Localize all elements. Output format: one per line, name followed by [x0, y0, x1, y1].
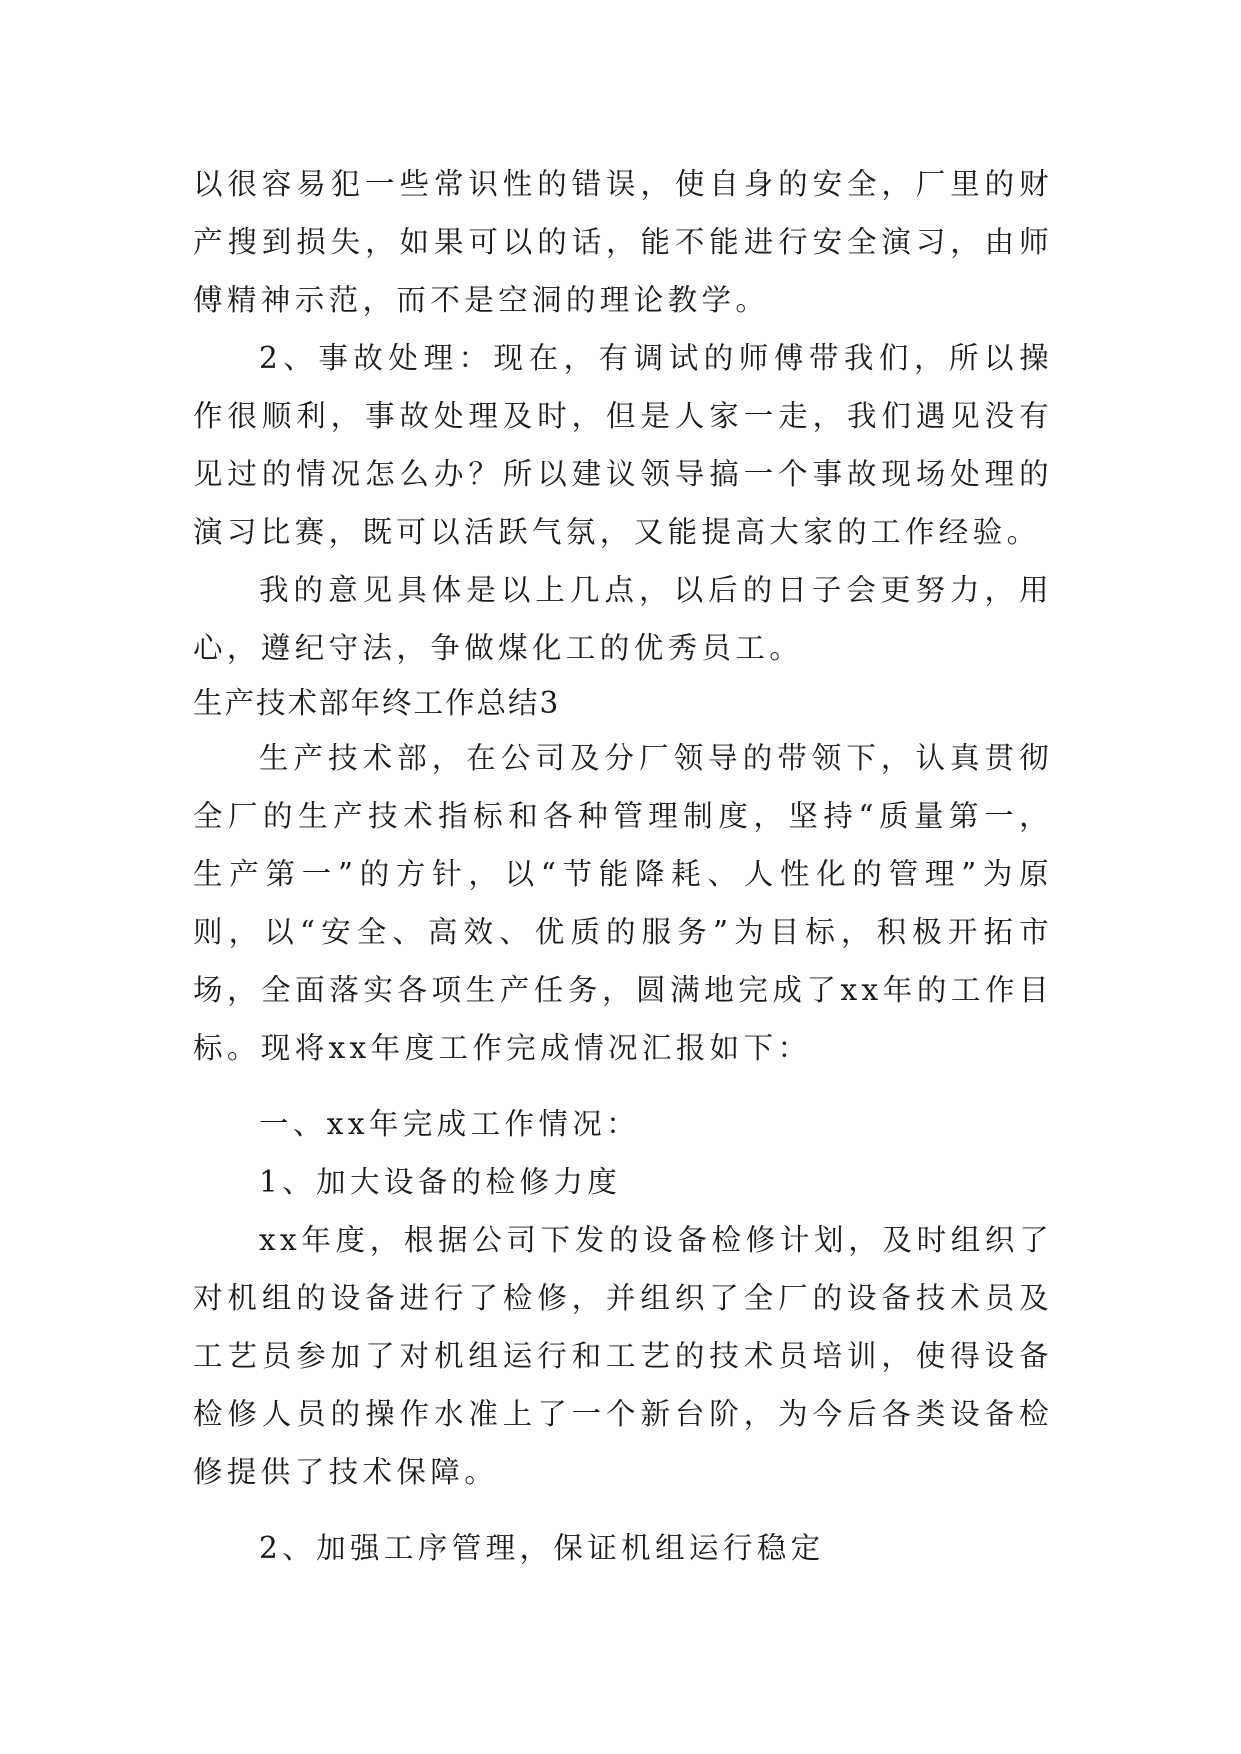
paragraph-subheading-work-status: 一、xx年完成工作情况：: [259, 1107, 641, 1141]
paragraph-continued: 以很容易犯一些常识性的错误，使自身的安全，厂里的财产搜到损失，如果可以的话，能不能进行安全演习，由师傅精神示范，而不是空洞的理论教学。: [193, 167, 1053, 317]
paragraph-item-1-title: 1、加大设备的检修力度: [259, 1165, 622, 1199]
section-title: 生产技术部年终工作总结3: [193, 686, 561, 720]
paragraph-item-1-body: xx年度，根据公司下发的设备检修计划，及时组织了对机组的设备进行了检修，并组织了全厂的设备技术员及工艺员参加了对机组运行和工艺的技术员培训，使得设备检修人员的操作水准上了一个新台阶，为今后各类设备检修提供了技术保障。: [193, 1223, 1053, 1489]
paragraph-item-2-title: 2、加强工序管理，保证机组运行稳定: [259, 1531, 825, 1565]
paragraph-accident-handling: 2、事故处理：现在，有调试的师傅带我们，所以操作很顺利，事故处理及时，但是人家一走，我们遇见没有见过的情况怎么办？所以建议领导搞一个事故现场处理的演习比赛，既可以活跃气氛，又能提高大家的工作经验。: [193, 341, 1053, 549]
document-body: [193, 155, 1053, 1577]
paragraph-department-intro: 生产技术部，在公司及分厂领导的带领下，认真贯彻全厂的生产技术指标和各种管理制度，坚持“质量第一，生产第一”的方针，以“节能降耗、人性化的管理”为原则，以“安全、高效、优质的服务”为目标，积极开拓市场，全面落实各项生产任务，圆满地完成了xx年的工作目标。现将xx年度工作完成情况汇报如下：: [193, 741, 1053, 1065]
paragraph-closing-remarks: 我的意见具体是以上几点，以后的日子会更努力，用心，遵纪守法，争做煤化工的优秀员工。: [193, 573, 1053, 665]
